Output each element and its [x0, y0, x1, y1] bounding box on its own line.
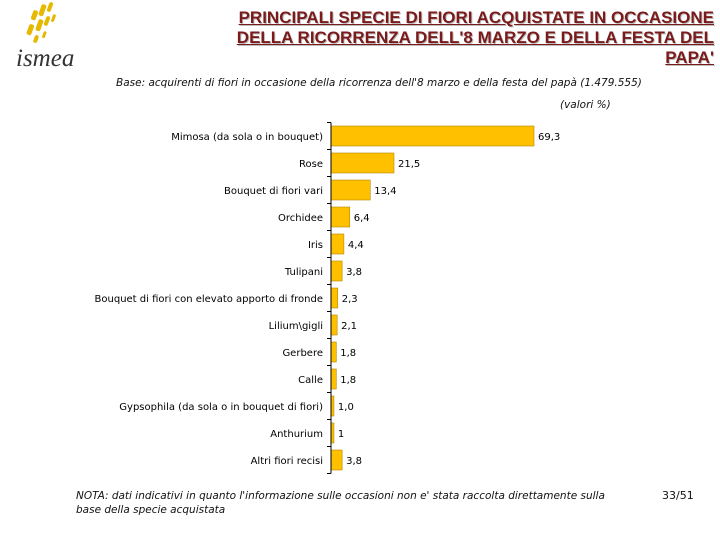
value-label: 3,8 [346, 456, 363, 467]
footnote: NOTA: dati indicativi in quanto l'informazione sulle occasioni non e' stata raccolta direttamente sulla base della specie acquistata [76, 490, 605, 516]
value-label: 1,8 [340, 348, 357, 359]
bar [331, 126, 534, 146]
category-label: Bouquet di fiori vari [224, 186, 323, 197]
category-label: Bouquet di fiori con elevato apporto di fronde [94, 294, 323, 305]
bar [331, 180, 370, 200]
category-label: Altri fiori recisi [250, 456, 323, 467]
value-label: 2,1 [341, 321, 358, 332]
value-label: 3,8 [346, 267, 363, 278]
bar [331, 207, 350, 227]
category-label: Tulipani [284, 267, 323, 278]
value-label: 13,4 [374, 186, 397, 197]
category-label: Gerbere [282, 348, 323, 359]
bar [331, 234, 344, 254]
logo-text: ismea [16, 45, 75, 72]
page-number: 33/51 [662, 489, 694, 502]
category-label: Iris [307, 240, 323, 251]
category-label: Orchidee [277, 213, 323, 224]
value-label: 1,8 [340, 375, 357, 386]
bar [331, 153, 394, 173]
category-label: Gypsophila (da sola o in bouquet di fiori) [119, 402, 323, 413]
value-label: 2,3 [341, 294, 358, 305]
chart-base-note: Base: acquirenti di fiori in occasione della ricorrenza dell'8 marzo e della festa del papà (1.479.555) [116, 77, 642, 89]
bar [331, 450, 342, 470]
bar [331, 288, 338, 308]
bar [331, 315, 337, 335]
bar [331, 261, 342, 281]
category-label: Mimosa (da sola o in bouquet) [171, 132, 323, 143]
value-label: 69,3 [538, 132, 561, 143]
value-label: 1 [337, 429, 345, 440]
value-label: 1,0 [337, 402, 354, 413]
bar [331, 369, 336, 389]
units-label: (valori %) [560, 99, 611, 111]
category-label: Rose [299, 159, 323, 170]
value-label: 4,4 [347, 240, 364, 251]
title-line: PAPA' [665, 48, 714, 67]
category-label: Calle [298, 375, 323, 386]
title-line: DELLA RICORRENZA DELL'8 MARZO E DELLA FESTA DEL [236, 28, 714, 47]
category-label: Lilium\gigli [268, 321, 323, 332]
value-label: 6,4 [353, 213, 370, 224]
bar [331, 342, 336, 362]
category-label: Anthurium [270, 429, 323, 440]
title-line: PRINCIPALI SPECIE DI FIORI ACQUISTATE IN OCCASIONE [238, 8, 714, 27]
value-label: 21,5 [397, 159, 421, 170]
